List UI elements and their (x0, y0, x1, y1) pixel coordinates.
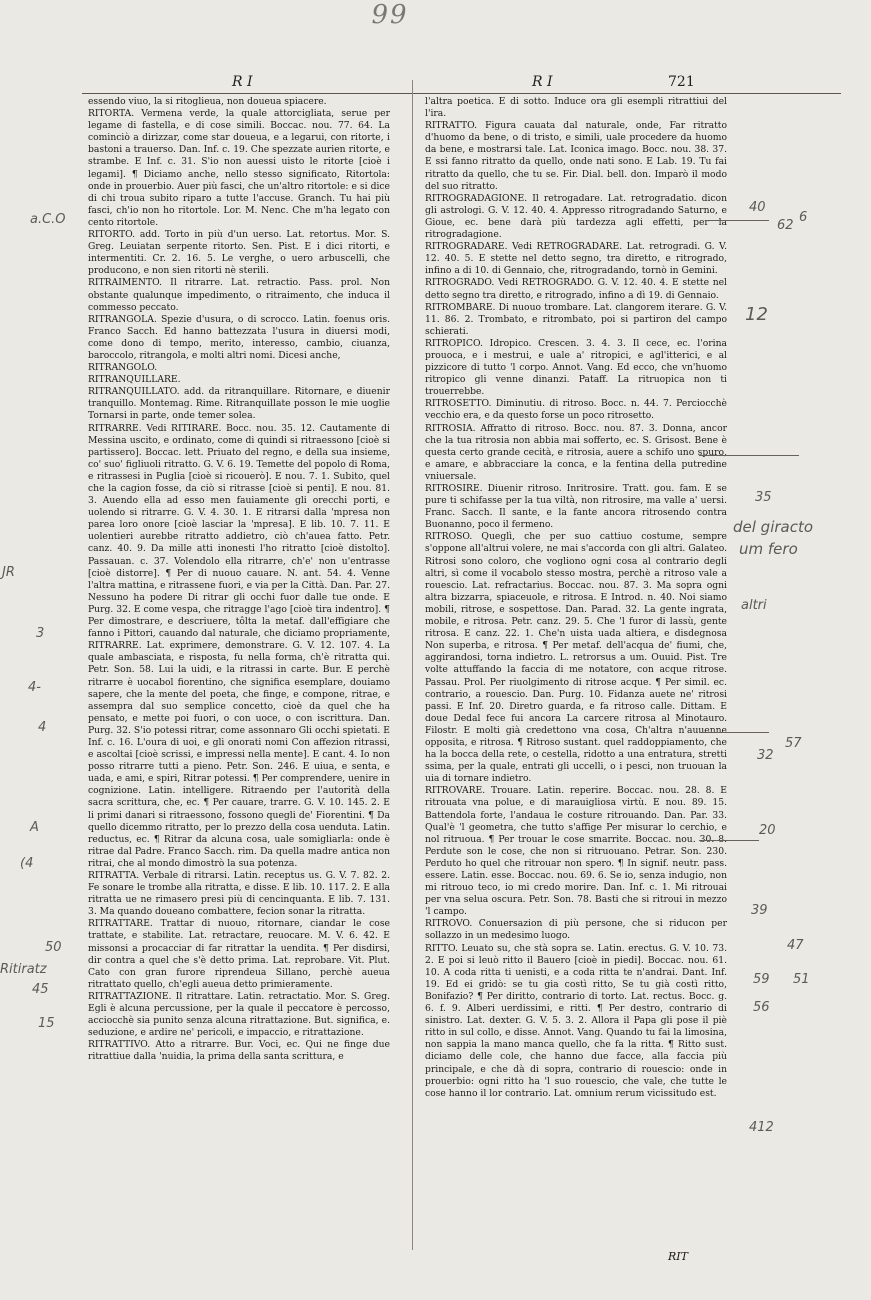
margin-note: 6 (799, 210, 808, 225)
margin-stroke (709, 220, 769, 221)
entry: RITRATTIVO. Atto a ritrarre. Bur. Voci, ec. Qui ne finge due ritrattiue dalla 'nuidia, la prima della santa scrittura, e (88, 1039, 390, 1063)
entry: essendo viuo, la si ritoglieua, non doueua spiacere. (88, 96, 327, 107)
entry: RITROGRADAGIONE. Il retrogadare. Lat. retrogradatio. dicon gli astrologi. G. V. 12. 40. 4. Appresso ritrogradando Saturno, e Gioue, ec. bene darà più tardezza agli effetti, per la ritrogradagione. (425, 192, 727, 241)
entry: RITTO. Leuato su, che stà sopra se. Latin. erectus. G. V. 10. 73. 2. E poi si leuò ritto il Bauero [cioè in piedi]. Boccac. nou. 61. 10. A coda ritta ti uenisti, e a coda ritta te n'andrai. Dant. Inf. 19. Ed ei gridò: se tu gia costì ritto, Se tu già costì ritto, Bonifazio? ¶ Per diritto, contrario di torto. Lat. rectus. Bocc. g. 6. f. 9. Alberi uerdissimi, e ritti. ¶ Per destro, contrario di sinistro. Lat. dexter. G. V. 5. 3. 2. Allora il Papa gli pose il piè ritto in sul collo, e disse. Annot. Vang. Quando tu fai la limosina, non sappia la mano manca quello, che fa la ritta. ¶ Ritto sust. diciamo delle cole, che hanno due facce, alla faccia più principale, e che dà di sopra, contrario di rouescio: onde in prouerbio: ogni ritto ha 'l suo rouescio, che vale, che tutte le cose hanno il lor contrario. Lat. omnium rerum vicissitudo est. (425, 942, 727, 1099)
right-column (425, 96, 727, 1100)
margin-stroke (699, 840, 759, 841)
entry: RITROSIA. Affratto di ritroso. Bocc. nou. 87. 3. Donna, ancor che la tua ritrosia non abbia mai sofferto, ec. S. Grisost. Bene è questa certo grande cecità, e ritrosia, auere a schifo uno spuro, e amare, e abbracciare la conca, e la fentina della putredine vniuersale. (425, 422, 727, 482)
margin-note: A (30, 820, 39, 835)
margin-note: 12 (745, 304, 768, 325)
margin-note: 3 (36, 626, 45, 641)
catchword: RIT (668, 1250, 688, 1263)
entry: RITORTO. add. Torto in più d'un uerso. Lat. retortus. Mor. S. Greg. Leuiatan serpente ritorto. Sen. Pist. E i dici ritorti, e intermentiti. Cr. 2. 16. 5. Le verghe, o uero arbuscelli, che producono, e non sien ritorti nè sterili. (88, 229, 390, 277)
margin-note: 20 (759, 823, 776, 838)
margin-note: 39 (751, 903, 768, 918)
entry: RITRANQUILLATO. add. da ritranquillare. Ritornare, e diuenir tranquillo. Montemag. Rime. Ritranquillate posson le mie uoglie Tornarsi in parte, onde temer solea. (88, 386, 390, 422)
running-head-mid: R I (532, 74, 553, 90)
entry: RITRANGOLO. (88, 362, 158, 374)
entry: RITROSIRE. Diuenir ritroso. Inritrosire. Tratt. gou. fam. E se pure ti schifasse per la tua viltà, non ritrosire, ma valle a' uersi. Franc. Sacch. Il sante, e la fante ancora ritrosendo contra Buonanno, poco il fermeno. (425, 483, 727, 531)
left-margin (0, 60, 82, 1260)
margin-note: a.C.O (30, 212, 66, 227)
margin-note: (4 (20, 856, 34, 871)
margin-note: JR (2, 565, 15, 580)
margin-note: 51 (793, 972, 810, 987)
page-number: 721 (668, 74, 695, 90)
top-handwritten-mark: 99 (371, 0, 409, 30)
margin-note: 50 (45, 940, 62, 955)
header-rule (82, 93, 841, 94)
entry: RITROMBARE. Di nuouo trombare. Lat. clangorem iterare. G. V. 11. 86. 2. Trombato, e ritrombato, poi si partiron del campo schierati. (425, 301, 727, 337)
margin-stroke (699, 455, 799, 456)
entry: RITRAIMENTO. Il ritrarre. Lat. retractio. Pass. prol. Non obstante qualunque impedimento, o ritraimento, che induca il commesso peccato. (88, 277, 390, 313)
entry: RITROPICO. Idropico. Crescen. 3. 4. 3. Il cece, ec. l'orina prouoca, e i mestrui, e uale a' ritropici, e agl'itterici, e al pizzicore di tutto 'l corpo. Annot. Vang. Ed ecco, che vn'huomo ritropico gli venne dinanzi. Pataff. La ritruopica non ti trouerrebbe. (425, 337, 727, 398)
running-head-left: R I (232, 74, 253, 90)
entry: RITRANQUILLARE. (88, 374, 181, 386)
entry: RITROVARE. Trouare. Latin. reperire. Boccac. nou. 28. 8. E ritrouata vna polue, e di marauigliosa virtù. E nou. 89. 15. Battendola forte, l'andaua le costure ritrouando. Dan. Par. 33. Qual'è 'l geometra, che tutto s'affige Per misurar lo cerchio, e nol ritruoua. ¶ Per trouar le cose smarrite. Boccac. nou. 30. 8. Perdute son le cose, che non si ritruouano. Petrar. Son. 230. Perduto ho quel che ritrouar non spero. ¶ In signif. neutr. pass. essere. Latin. esse. Boccac. nou. 69. 6. Se io, senza indugio, non mi ritrouo teco, io mi credo morire. Dan. Inf. c. 1. Mi ritrouai per vna selua oscura. Petr. Son. 78. Basti che si ritroui in mezzo 'l campo. (425, 785, 727, 918)
margin-stroke (699, 732, 769, 733)
margin-note: 4 (38, 720, 47, 735)
entry: l'altra poetica. E di sotto. Induce ora gli esempli ritrattiui del l'ira. (425, 96, 727, 120)
entry: RITRANGOLA. Spezie d'usura, o di scrocco. Latin. foenus oris. Franco Sacch. Ed hanno battezzata l'usura in diuersi modi, come dono di tempo, merito, interesso, cambio, ciuanza, baroccolo, ritrangola, e molti altri nomi. Dicesi anche, (88, 313, 390, 361)
entry: RITROVO. Conuersazion di più persone, che si riducon per sollazzo in un medesimo luogo. (425, 918, 727, 942)
entry: RITROSETTO. Diminutiu. di ritroso. Bocc. n. 44. 7. Perciocchè vecchio era, e da questo forse un poco ritrosetto. (425, 398, 727, 422)
margin-note: 40 (749, 200, 766, 215)
margin-note: 47 (787, 938, 804, 953)
entry: RITRATTARE. Trattar di nuouo, ritornare, ciandar le cose trattate, e stabilite. Lat. retractare, reuocare. M. V. 6. 42. E missonsi a procacciar di far ritrattar la uendita. ¶ Per disdirsi, dir contra a quel che s'è detto prima. Lat. reprobare. Vit. Plut. Cato con gran furore riprendeua Sillano, perchè aueua ritrattato quello, ch'egli aueua detto primieramente. (88, 918, 390, 990)
entry: RITRATTA. Verbale di ritrarsi. Latin. receptus us. G. V. 7. 82. 2. Fe sonare le trombe alla ritratta, e disse. E lib. 10. 117. 2. E alla ritratta ue ne rimasero presi più di cencinquanta. E lib. 7. 131. 3. Ma quando doueano combattere, fecion sonar la ritratta. (88, 870, 390, 918)
margin-note: Ritiratz (0, 962, 47, 977)
entry: RITORTA. Vermena verde, la quale attorcigliata, serue per legame di fastella, e di cose simili. Boccac. nou. 77. 64. La cominciò a dirizzar, come star doueua, e a legarui, con ritorte, i bastoni a trauerso. Dan. Inf. c. 19. Che spezzate aurien ritorte, e strambe. E Inf. c. 31. S'io non auessi uisto le ritorte [cioè i legami]. ¶ Diciamo anche, nello stesso significato, Ritortola: onde in prouerbio. Auer più fasci, che un'altro ritortole: e si dice di chi troua subito riparo a tutte l'accuse. Granch. Tu hai più fasci, ch'io non ho ritortole. Lor. M. Nenc. Che m'ha legato con cento ritortole. (88, 108, 390, 228)
right-margin (729, 60, 871, 1260)
margin-note: 15 (38, 1016, 55, 1031)
margin-note: 57 (785, 736, 802, 751)
entry: RITROGRADO. Vedi RETROGRADO. G. V. 12. 40. 4. E stette nel detto segno tra diretto, e ritrogrado, infino a dì 19. di Gennaio. (425, 277, 727, 301)
left-column (88, 96, 390, 1064)
margin-note: 412 (749, 1120, 774, 1135)
margin-note: altri (741, 598, 767, 613)
margin-note: del giracto (733, 518, 814, 536)
margin-note: 62 (777, 218, 794, 233)
entry: RITRARRE. Vedi RITIRARE. Bocc. nou. 35. 12. Cautamente di Messina uscito, e ordinato, come di quindi si ritraessono [cioè si partissero]. Boccac. lett. Priuato del regno, e della sua insieme, co' suo' figliuoli ritratto. G. V. 6. 19. Temette del popolo di Roma, e ritrassesi in Puglia [cioè si ricouerò]. E nou. 7. 1. Subito, quel che la cagion fosse, da ciò si ritrasse [cioè si penti]. E nou. 81. 3. Auendo ella ad esso men fauiamente gli orecchi porti, e uolendo si ritrarre. G. V. 4. 30. 1. E ritrarsi dalla 'mpresa non parea loro onore [cioè lasciar la 'mpresa]. E lib. 10. 7. 11. E uolentieri aurebbe ritratto addietro, ciò ch'auea fatto. Petr. canz. 40. 9. Da mille atti inonesti l'ho ritratto [cioè distolto]. Passauan. c. 37. Volendolo ella ritrarre, ch'e' non u'entrasse [cioè distorre]. ¶ Per di nuouo cauare. N. ant. 54. 4. Venne l'altra mattina, e ritrassene fuori, e via per la Città. Dan. Par. 27. Nessuno ha podere Di ritrar gli occhi fuor dalle tue onde. E Purg. 32. E come vespa, che ritragge l'ago [cioè tira indentro]. ¶ Per dimostrare, e descriuere, tôlta la metaf. dall'effigiare che fanno i Pittori, cauando dal naturale, che diciamo propriamente, RITRARRE. Lat. exprimere, demonstrare. G. V. 12. 107. 4. La quale ambasciata, e risposta, fu nella forma, ch'è ritratta qui. Petr. Son. 58. Lui la uidi, e la ritrassi in carte. Bur. E perchè ritrarre è uocabol fiorentino, che significa esemplare, douiamo sapere, che la mente del poeta, che finge, e compone, ritrae, e assempra dal suo semplice concetto, cioè da quel che ha pensato, e mette poi fuori, o con uoce, o con iscrittura. Dan. Purg. 32. S'io potessi ritrar, come assonnaro Gli occhi spietati. E Inf. c. 16. L'oura di uoi, e gli onorati nomi Con affezion ritrassi, e ascoltai [cioè scrissi, e impressi nella mente]. E cant. 4. Io non posso ritrarre tutti a pieno. Petr. Son. 246. E uiua, e senta, e uada, e ami, e spiri, Ritrar potessi. ¶ Per comprendere, uenire in cognizione. Latin. intelligere. Ritraendo per l'autorità della sacra scrittura, che, ec. ¶ Per cauare, trarre. G. V. 10. 145. 2. E li primi danari si ritraessono, fossono quegli de' Fiorentini. ¶ Da quello dicemmo ritratto, per lo prezzo della cosa uenduta. Latin. reductus, ec. ¶ Ritrar da alcuna cosa, uale somigliarla: onde è ritrae dal Padre. Franco Sacch. rim. Da quella madre antica non ritrai, che al mondo dimostrò la sua potenza. (88, 422, 390, 869)
margin-note: 59 (753, 972, 770, 987)
entry: RITROGRADARE. Vedi RETROGRADARE. Lat. retrogradi. G. V. 12. 40. 5. E stette nel detto segno, tra diretto, e ritrogrado, infino a di 10. di Gennaio, che, ritrogradando, tornò in Gemini. (425, 241, 727, 277)
entry: RITRATTAZIONE. Il ritrattare. Latin. retractatio. Mor. S. Greg. Egli è alcuna percussione, per la quale il peccatore è percosso, acciocchè sia punito senza alcuna ritrattazione. But. significa, e. seduzione, e ardire ne' pericoli, e impaccio, e ritrattazione. (88, 990, 390, 1039)
margin-note: 32 (757, 748, 774, 763)
margin-note: 56 (753, 1000, 770, 1015)
column-divider (412, 80, 413, 1250)
entry: RITRATTO. Figura cauata dal naturale, onde, Far ritratto d'huomo da bene, o di tristo, e simili, uale procedere da huomo da bene, e mostrarsi tale. Lat. Iconica imago. Bocc. nou. 38. 37. E ssi fanno ritratto da quello, onde nati sono. E Lab. 19. Tu fai ritratto da quello, che tu se. Fir. Dial. bell. don. Imparò il modo del suo ritratto. (425, 120, 727, 192)
margin-note: 4- (28, 680, 41, 695)
margin-note: 45 (32, 982, 49, 997)
margin-note: um fero (739, 540, 798, 558)
entry: RITROSO. Queglì, che per suo cattiuo costume, sempre s'oppone all'altrui volere, ne mai s'accorda con gli altri. Galateo. Ritrosi sono coloro, che vogliono ogni cosa al contrario degli altri, sì come il vocabolo stesso mostra, perchè a ritroso vale a rouescio. Lat. refractarius. Boccac. nou. 87. 3. Ma sopra ogni altra bizzarra, spiaceuole, e ritrosa. E Introd. n. 40. Noi siamo mobili, ritrose, e sospettose. Dan. Parad. 32. La gente ingrata, mobile, e ritrosa. Petr. canz. 29. 5. Che 'l furor di lassù, gente ritrosa. E canz. 22. 1. Che'n uista uada altiera, e disdegnosa Non superba, e ritrosa. ¶ Per metaf. dell'acqua de' fiumi, che, aggirandosi, torna indietro. L. retrorsus a um. Ouuid. Pist. Tre volte attuffando la faccia di me notatore, con acque ritrose. Passau. Prol. Per riuolgimento di ritrose acque. ¶ Per simil. ec. contrario, a rouescio. Dan. Purg. 10. Fidanza auete ne' ritrosi passi. E Inf. 20. Diretro guarda, e fa ritroso calle. Dittam. E doue Dedal fece fui ancora La carcere ritrosa al Minotauro. Filostr. E molti già credettono vna cosa, Ch'altra n'auuenne opposita, e ritrosa. ¶ Ritroso sustant. quel raddoppiamento, che ha la bocca della rete, o cestella, ridotto a una entratura, stretti ssima, per la quale, entrati gli uccelli, o i pesci, non truouan la uia di tornare indietro. (425, 531, 727, 785)
margin-note: 35 (755, 490, 772, 505)
